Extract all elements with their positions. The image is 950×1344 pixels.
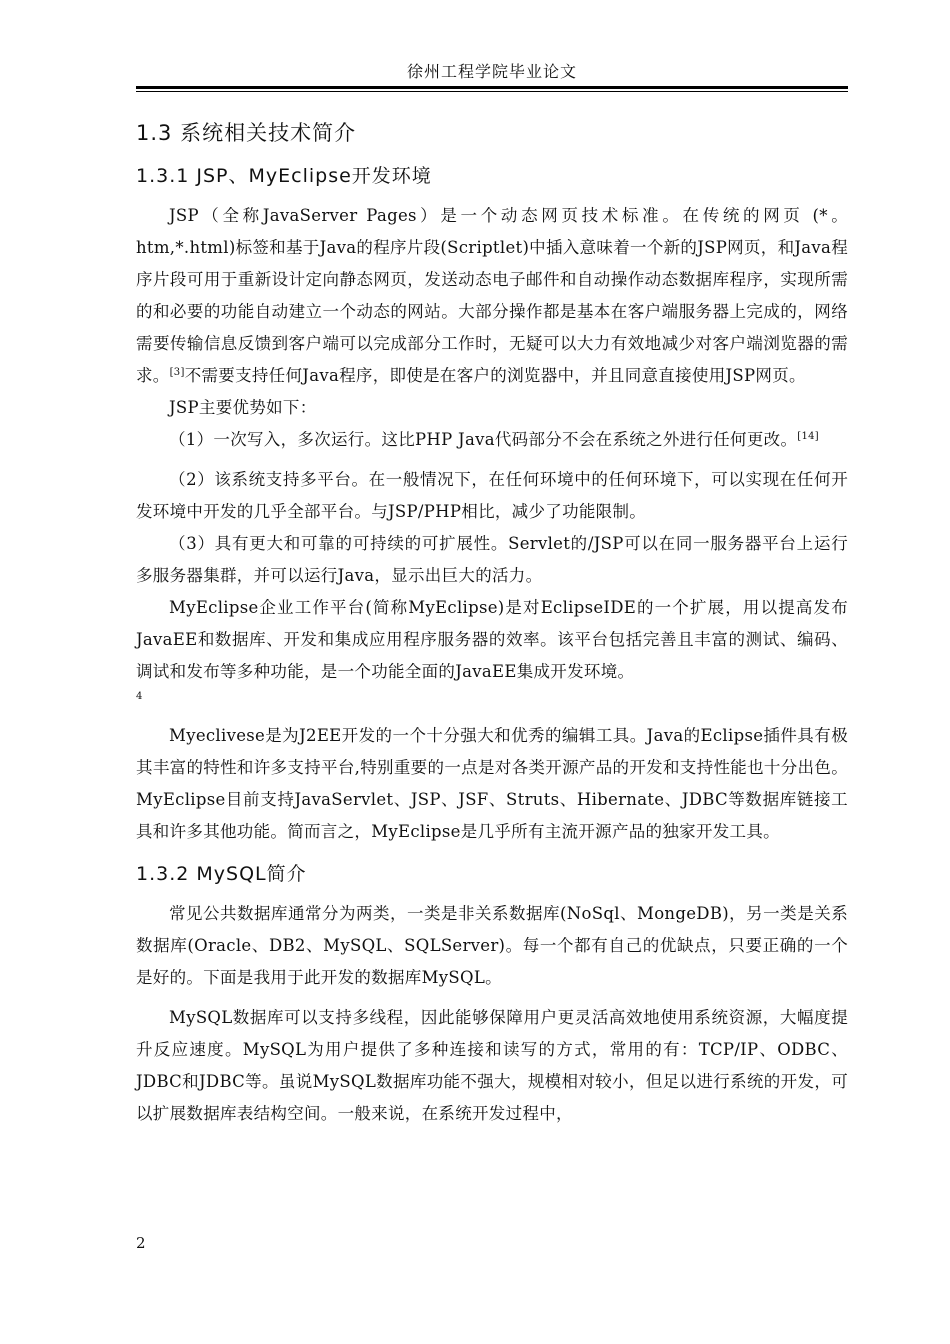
paragraph-myeclipse-intro: MyEclipse企业工作平台(简称MyEclipse)是对EclipseIDE的一个扩展，用以提高发布JavaEE和数据库、开发和集成应用程序服务器的效率。该平台包括完善且丰富的测试、编码、调试和发布等多种功能，是一个功能全面的JavaEE集成开发环境。 (136, 598, 848, 681)
paragraph-advantage-1 (136, 424, 848, 456)
paragraph-jsp-intro (136, 200, 848, 392)
header-rule-thin (136, 91, 848, 92)
paragraph-jsp-intro-part2: 不需要支持任何Java程序，即使是在客户的浏览器中，并且同意直接使用JSP网页。 (184, 366, 806, 385)
page-body (136, 118, 848, 1130)
paragraph-jsp-advantages: JSP主要优势如下： (169, 398, 317, 417)
subsection-heading-jsp: 1.3.1 JSP、MyEclipse开发环境 (136, 165, 432, 187)
subsection-heading-mysql: 1.3.2 MySQL简介 (136, 863, 307, 885)
section-heading: 1.3 系统相关技术简介 (136, 121, 357, 145)
paragraph-advantage-1-text: （1）一次写入，多次运行。这比PHP Java代码部分不会在系统之外进行任何更改。 (169, 430, 798, 449)
paragraph-advantage-3: （3）具有更大和可靠的可持续的可扩展性。Servlet的/JSP可以在同一服务器平台上运行多服务器集群，并可以运行Java，显示出巨大的活力。 (136, 534, 848, 585)
paragraph-myeclipse-detail: Myeclivese是为J2EE开发的一个十分强大和优秀的编辑工具。Java的Eclipse插件具有极其丰富的特性和许多支持平台,特别重要的一点是对各类开源产品的开发和支持性能也十分出色。MyEclipse目前支持JavaServlet、JSP、JSF、Struts、Hibernate、JDBC等数据库链接工具和许多其他功能。简而言之，MyEclipse是几乎所有主流开源产品的独家开发工具。 (136, 726, 848, 841)
citation-ref-14: [14] (797, 431, 819, 442)
header-rule-thick (136, 86, 848, 89)
paragraph-mysql-intro: 常见公共数据库通常分为两类，一类是非关系数据库(NoSql、MongeDB)，另一类是关系数据库(Oracle、DB2、MySQL、SQLServer)。每一个都有自己的优缺点，只要正确的一个是好的。下面是我用于此开发的数据库MySQL。 (136, 904, 848, 987)
paragraph-mysql-detail: MySQL数据库可以支持多线程，因此能够保障用户更灵活高效地使用系统资源，大幅度提升反应速度。MySQL为用户提供了多种连接和读写的方式，常用的有：TCP/IP、ODBC、JDBC和JDBC等。虽说MySQL数据库功能不强大，规模相对较小，但足以进行系统的开发，可以扩展数据库表结构空间。一般来说，在系统开发过程中， (136, 1008, 848, 1123)
paragraph-advantage-2: （2）该系统支持多平台。在一般情况下，在任何环境中的任何环境下，可以实现在任何开发环境中开发的几乎全部平台。与JSP/PHP相比，减少了功能限制。 (136, 470, 848, 521)
paragraph-jsp-intro-part1: JSP（全称JavaServer Pages）是一个动态网页技术标准。在传统的网页 (*。htm,*.html)标签和基于Java的程序片段(Scriptlet)中插入意味着一个新的JSP网页，和Java程序片段可用于重新设计定向静态网页，发送动态电子邮件和自动操作动态数据库程序，实现所需的和必要的功能自动建立一个动态的网站。大部分操作都是基本在客户端服务器上完成的，网络需要传输信息反馈到客户端可以完成部分工作时，无疑可以大力有效地减少对客户端浏览器的需求。 (136, 206, 848, 385)
running-header: 徐州工程学院毕业论文 (406, 62, 577, 81)
page-number: 2 (136, 1234, 146, 1252)
footnote-marker: 4 (136, 691, 143, 702)
citation-ref-3: [3] (169, 367, 185, 378)
